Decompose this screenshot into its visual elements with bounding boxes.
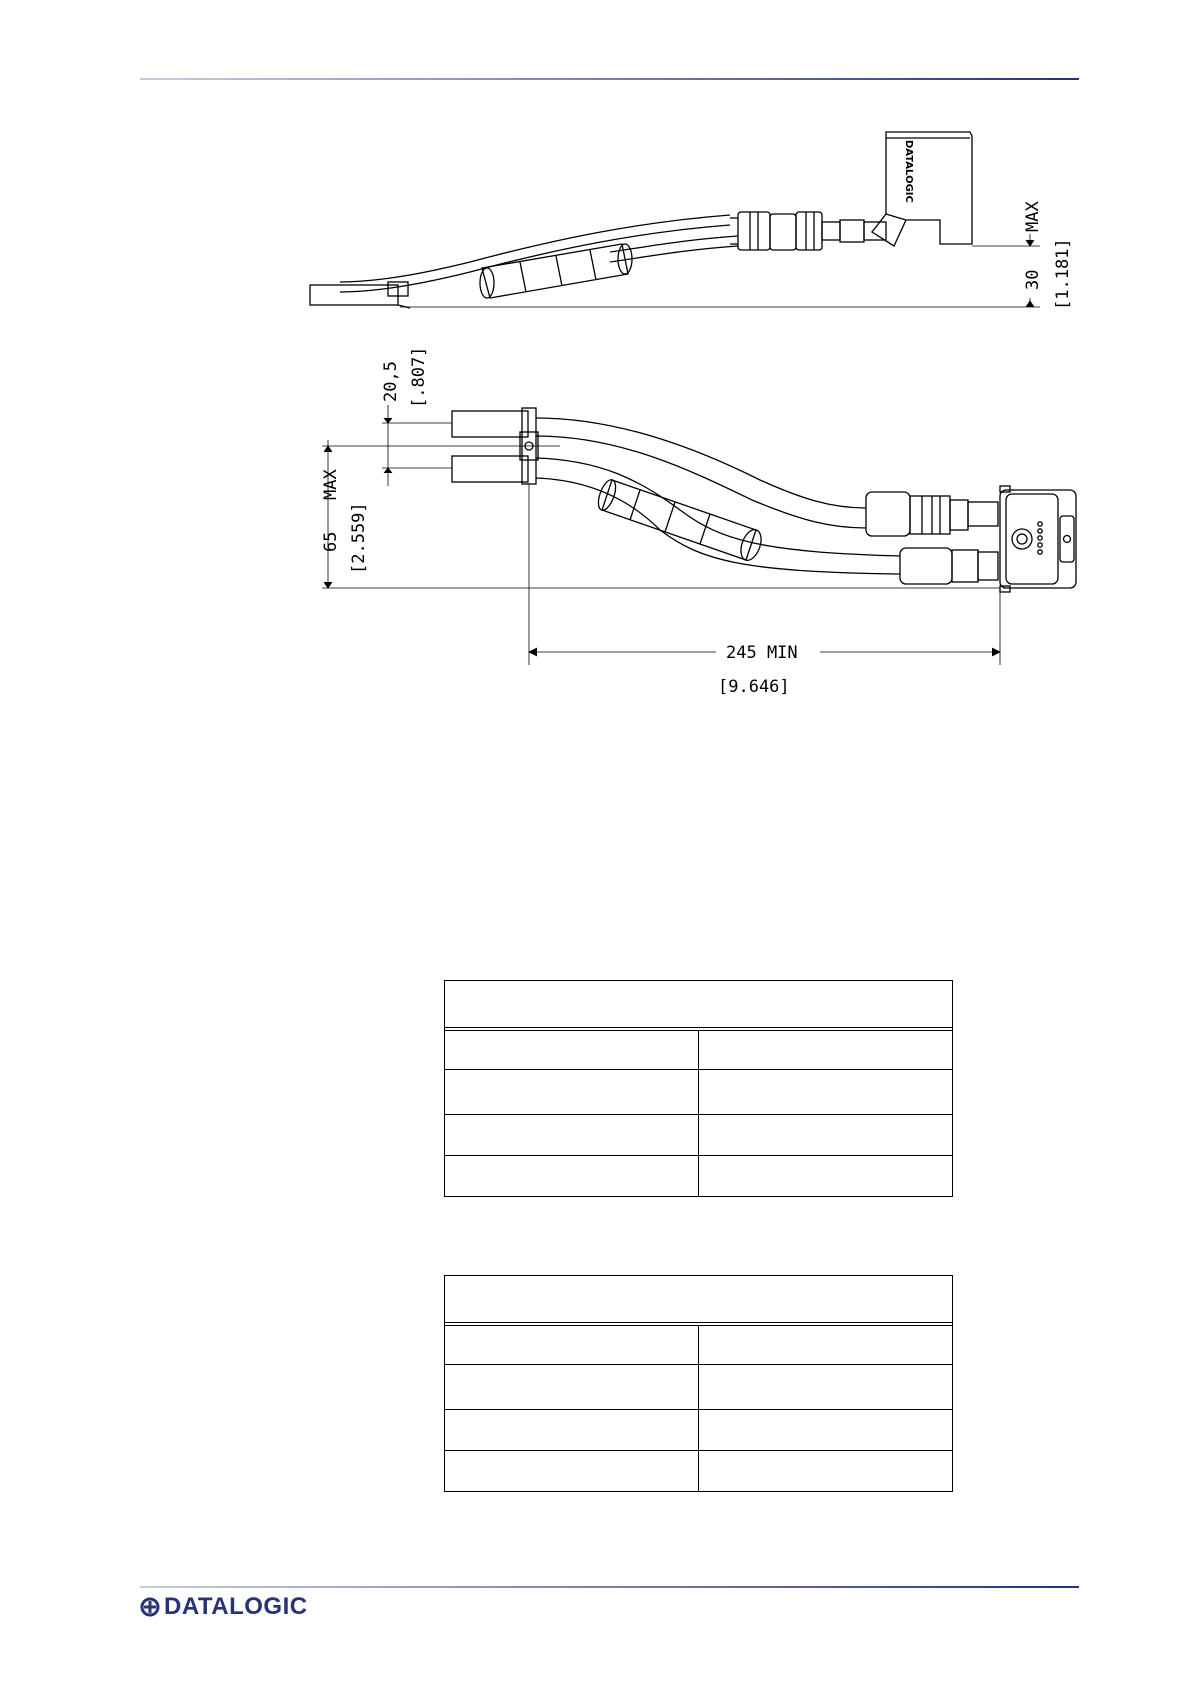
table-row bbox=[445, 1031, 952, 1069]
reader-brand-marking: DATALOGIC bbox=[903, 140, 914, 203]
datalogic-logo bbox=[140, 1593, 308, 1621]
table-row bbox=[445, 1364, 952, 1409]
length-dim-inch: [9.646] bbox=[718, 677, 790, 697]
datalogic-logo-icon bbox=[140, 1597, 160, 1617]
table-row bbox=[445, 1409, 952, 1450]
spacing-dim-value: 20,5 bbox=[381, 361, 401, 402]
width-dim-suffix: MAX bbox=[321, 469, 341, 500]
height-dim-inch: [1.181] bbox=[1053, 238, 1073, 310]
height-dim-suffix: MAX bbox=[1023, 201, 1043, 232]
spec-table-2 bbox=[444, 1275, 953, 1492]
table-header bbox=[445, 981, 952, 1031]
table-row bbox=[445, 1114, 952, 1155]
table-row bbox=[445, 1069, 952, 1114]
width-dim-inch: [2.559] bbox=[349, 502, 369, 574]
logo-text: DATALOGIC bbox=[164, 1593, 308, 1620]
table-row bbox=[445, 1326, 952, 1364]
width-dim-value: 65 bbox=[321, 531, 341, 552]
length-dim-value: 245 MIN bbox=[726, 643, 798, 663]
dimension-drawing bbox=[0, 0, 1190, 760]
table-row bbox=[445, 1450, 952, 1491]
footer-rule bbox=[140, 1586, 1079, 1588]
side-view bbox=[310, 132, 972, 308]
table-row bbox=[445, 1155, 952, 1196]
spacing-dim-inch: [.807] bbox=[409, 346, 429, 408]
table-header bbox=[445, 1276, 952, 1326]
top-view bbox=[452, 408, 1076, 592]
height-dim-value: 30 bbox=[1023, 269, 1043, 290]
spec-table-1 bbox=[444, 980, 953, 1197]
